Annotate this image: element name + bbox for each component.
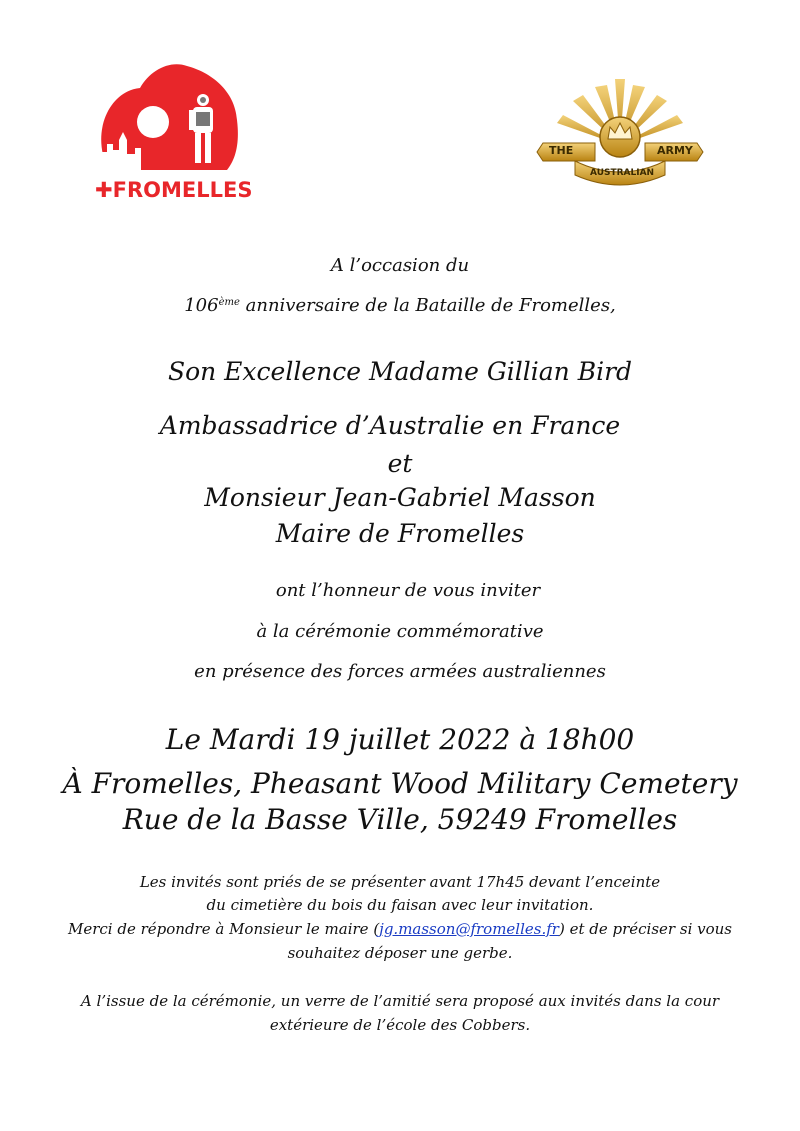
note-line-3 bbox=[0, 920, 800, 938]
fromelles-logo-text: FROMELLES bbox=[112, 178, 253, 202]
event-place-2: Rue de la Basse Ville, 59249 Fromelles bbox=[122, 803, 678, 836]
fromelles-cross-icon: ✚ bbox=[95, 178, 113, 202]
conjunction: et bbox=[387, 449, 413, 478]
invite-line-2: à la cérémonie commémorative bbox=[256, 621, 544, 642]
host2-name: Monsieur Jean-Gabriel Masson bbox=[204, 483, 596, 512]
fromelles-emblem-icon bbox=[95, 60, 245, 180]
fromelles-logo bbox=[95, 60, 253, 205]
invite-line-3: en présence des forces armées australiennes bbox=[194, 661, 606, 682]
mayor-email-link[interactable]: jg.masson@fromelles.fr bbox=[379, 920, 559, 938]
badge-right-label: ARMY bbox=[657, 144, 693, 157]
invite-line-1: ont l’honneur de vous inviter bbox=[275, 580, 541, 601]
note-line-3-end: ) et de préciser si vous bbox=[558, 920, 732, 938]
note-line-2: du cimetière du bois du faisan avec leur invitation. bbox=[206, 896, 594, 914]
event-place-1: À Fromelles, Pheasant Wood Military Cemetery bbox=[62, 767, 738, 800]
event-date: Le Mardi 19 juillet 2022 à 18h00 bbox=[165, 723, 635, 756]
badge-left-label: THE bbox=[549, 144, 574, 157]
anniversary-number: 106 bbox=[184, 295, 219, 316]
badge-bottom-label: AUSTRALIAN bbox=[590, 168, 655, 178]
anniversary-superscript: ème bbox=[218, 297, 240, 308]
note-line-5: A l’issue de la cérémonie, un verre de l’amitié sera proposé aux invités dans la cour bbox=[80, 992, 720, 1010]
australian-army-badge bbox=[535, 75, 705, 190]
anniversary-line bbox=[0, 295, 800, 316]
note-line-1: Les invités sont priés de se présenter avant 17h45 devant l’enceinte bbox=[139, 873, 661, 891]
note-line-4: souhaitez déposer une gerbe. bbox=[287, 944, 513, 962]
note-line-6: extérieure de l’école des Cobbers. bbox=[269, 1016, 531, 1034]
note-line-3-start: Merci de répondre à Monsieur le maire ( bbox=[67, 920, 380, 938]
anniversary-text: anniversaire de la Bataille de Fromelles, bbox=[239, 295, 616, 316]
host1-title: Ambassadrice d’Australie en France bbox=[159, 411, 621, 440]
intro-line: A l’occasion du bbox=[330, 255, 470, 276]
host2-title: Maire de Fromelles bbox=[275, 519, 525, 548]
host1-name: Son Excellence Madame Gillian Bird bbox=[167, 357, 633, 386]
